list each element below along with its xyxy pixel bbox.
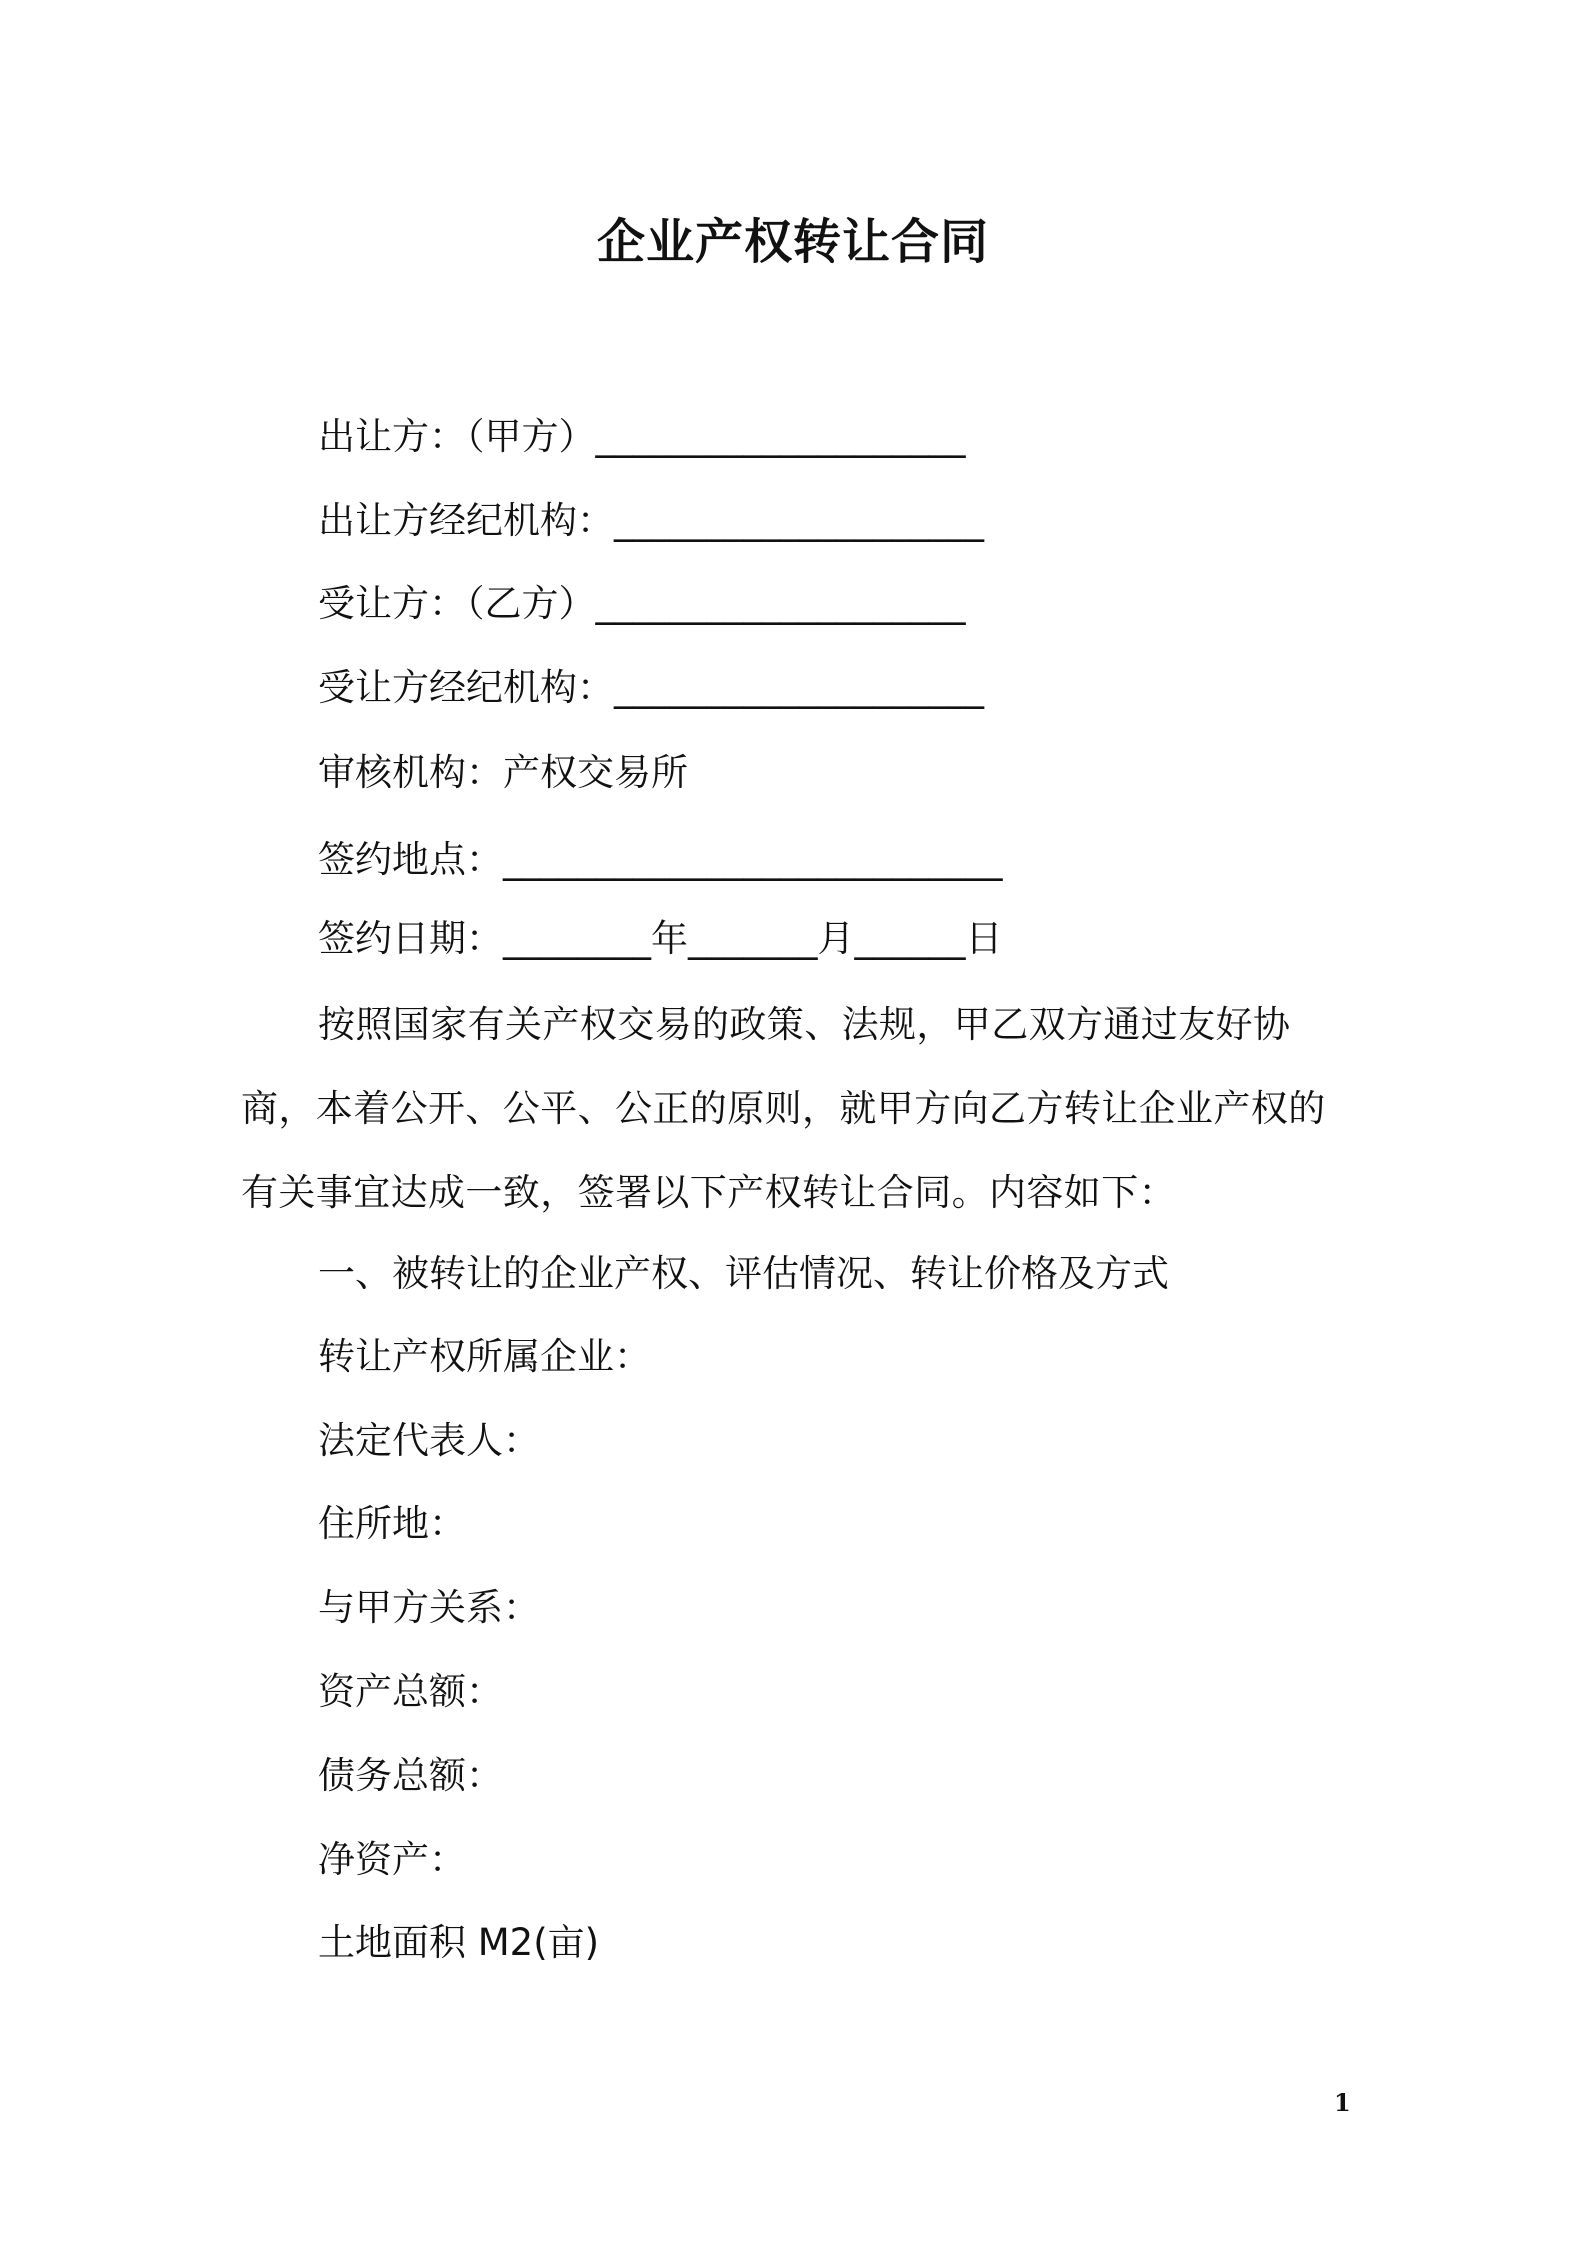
field-legal-representative: 法定代表人： (318, 1419, 540, 1462)
document-title: 企业产权转让合同 (596, 214, 989, 270)
field-total-debts: 债务总额： (318, 1754, 503, 1797)
field-signing-place: 签约地点：___________________________ (318, 838, 1003, 881)
field-net-assets: 净资产： (318, 1838, 466, 1881)
page-number: 1 (1334, 2088, 1351, 2117)
field-transferor: 出让方：（甲方）____________________ (318, 415, 966, 458)
field-total-assets: 资产总额： (318, 1670, 503, 1713)
field-transferee: 受让方：（乙方）____________________ (318, 582, 966, 625)
field-relationship: 与甲方关系： (318, 1586, 540, 1629)
field-transferor-agency: 出让方经纪机构：____________________ (318, 499, 984, 542)
section-heading: 一、被转让的企业产权、评估情况、转让价格及方式 (318, 1252, 1169, 1295)
field-land-area: 土地面积 M2(亩) (318, 1921, 600, 1964)
field-transferee-agency: 受让方经纪机构：____________________ (318, 666, 984, 709)
preamble-paragraph: 按照国家有关产权交易的政策、法规，甲乙双方通过友好协商，本着公开、公平、公正的原则，就甲方向乙方转让企业产权的有关事宜达成一致，签署以下产权转让合同。内容如下： (241, 1003, 1326, 1214)
field-review-agency: 审核机构：产权交易所 (318, 751, 688, 794)
field-domicile: 住所地： (318, 1502, 466, 1545)
field-signing-date: 签约日期：________年_______月______日 (318, 917, 1003, 960)
field-enterprise: 转让产权所属企业： (318, 1335, 651, 1378)
